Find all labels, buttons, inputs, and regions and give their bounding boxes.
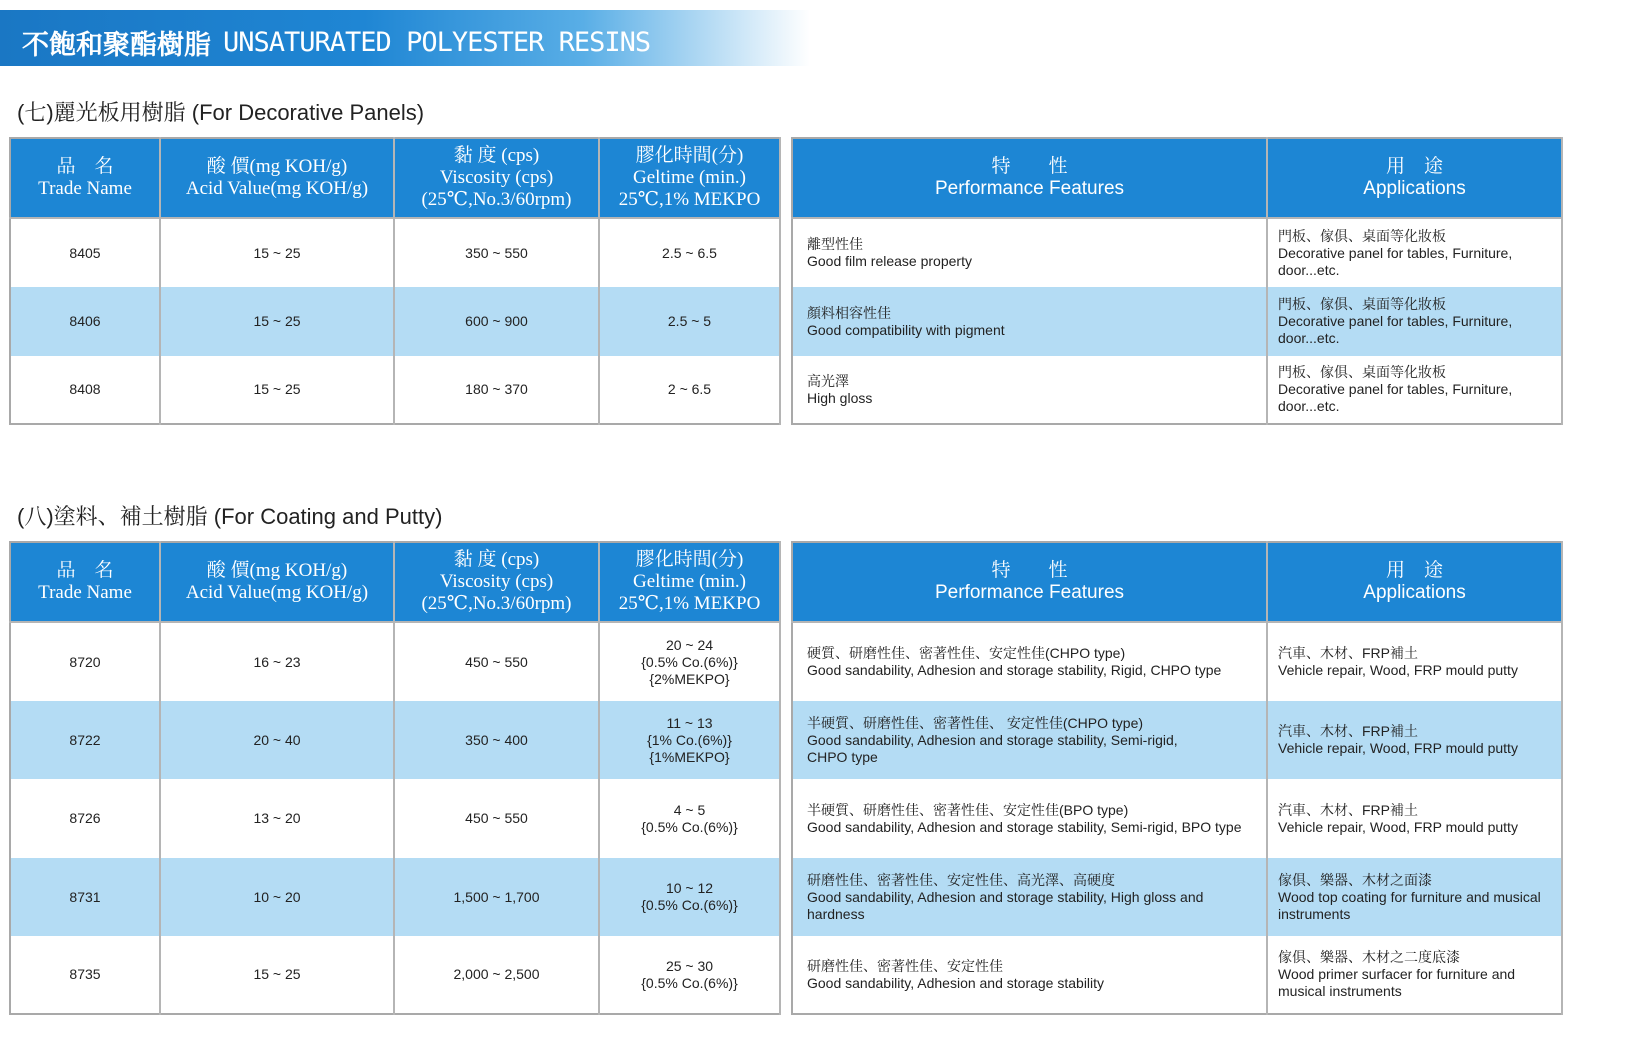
applications-cell-line: 傢俱、樂器、木材之二度底漆 — [1278, 949, 1460, 965]
header-performance-features: 特 性 Performance Features — [792, 138, 1267, 218]
geltime-cell-line: {0.5% Co.(6%)} — [641, 653, 738, 670]
applications-cell — [1267, 622, 1562, 701]
performance-cell — [792, 936, 1267, 1014]
performance-cell-line: Good sandability, Adhesion and storage stability, Semi-rigid, BPO type — [807, 818, 1242, 835]
acid-value-cell: 13 ~ 20 — [160, 779, 394, 858]
acid-value-cell: 20 ~ 40 — [160, 701, 394, 779]
applications-cell-line: Wood top coating for furniture and musical — [1278, 888, 1541, 905]
performance-cell-line: Good film release property — [807, 253, 972, 269]
performance-cell-line: CHPO type — [807, 748, 878, 765]
trade-name-cell: 8726 — [10, 779, 160, 858]
geltime-cell-line: 4 ~ 5 — [673, 801, 706, 818]
viscosity-cell: 2,000 ~ 2,500 — [394, 936, 599, 1014]
performance-cell — [792, 218, 1267, 287]
geltime-cell-line: 2 ~ 6.5 — [667, 381, 712, 397]
applications-cell — [1267, 701, 1562, 779]
header-trade-name: 品 名 Trade Name — [10, 542, 160, 622]
applications-cell — [1267, 779, 1562, 858]
performance-cell-line: Good sandability, Adhesion and storage stability — [807, 974, 1105, 991]
geltime-cell-line: {0.5% Co.(6%)} — [641, 974, 738, 991]
performance-cell-line: 離型性佳 — [807, 236, 863, 252]
table-row — [10, 936, 780, 1014]
geltime-cell-line: 20 ~ 24 — [665, 636, 714, 653]
acid-value-cell: 15 ~ 25 — [160, 287, 394, 356]
table-row — [792, 218, 1562, 287]
table-row — [792, 701, 1562, 779]
geltime-cell — [599, 287, 780, 356]
section-title-decorative-panels: (七)麗光板用樹脂 (For Decorative Panels) — [17, 100, 425, 125]
applications-cell-line: door...etc. — [1278, 330, 1340, 346]
table-row — [792, 287, 1562, 356]
applications-cell-line: Vehicle repair, Wood, FRP mould putty — [1278, 740, 1518, 756]
applications-cell-line: Decorative panel for tables, Furniture, — [1278, 381, 1513, 397]
header-applications: 用 途 Applications — [1267, 542, 1562, 622]
performance-cell-line: 研磨性佳、密著性佳、安定性佳、高光澤、高硬度 — [807, 871, 1115, 888]
trade-name-cell: 8720 — [10, 622, 160, 701]
performance-cell-line: Good sandability, Adhesion and storage stability, Semi-rigid, — [807, 731, 1178, 748]
applications-cell-line: Decorative panel for tables, Furniture, — [1278, 313, 1513, 329]
geltime-cell — [599, 356, 780, 424]
table-row — [792, 356, 1562, 424]
viscosity-cell: 350 ~ 400 — [394, 701, 599, 779]
performance-cell-line: 研磨性佳、密著性佳、安定性佳 — [807, 957, 1003, 974]
header-acid-value: 酸 價(mg KOH/g) Acid Value(mg KOH/g) — [160, 138, 394, 218]
table-row — [10, 218, 780, 287]
features-table-coating-putty — [791, 541, 1563, 1015]
performance-cell — [792, 701, 1267, 779]
table-row — [792, 779, 1562, 858]
acid-value-cell: 16 ~ 23 — [160, 622, 394, 701]
applications-cell-line: 門板、傢俱、桌面等化妝板 — [1278, 364, 1446, 380]
table-row — [10, 356, 780, 424]
applications-cell-line: musical instruments — [1278, 983, 1402, 999]
features-table-decorative-panels — [791, 137, 1563, 425]
geltime-cell — [599, 622, 780, 701]
performance-cell-line: 半硬質、研磨性佳、密著性佳、 安定性佳(CHPO type) — [807, 714, 1144, 731]
spec-table-decorative-panels — [9, 137, 781, 425]
banner-title-en: UNSATURATED POLYESTER RESINS — [223, 26, 651, 58]
geltime-cell — [599, 936, 780, 1014]
acid-value-cell: 15 ~ 25 — [160, 936, 394, 1014]
banner-title — [22, 22, 650, 62]
viscosity-cell: 450 ~ 550 — [394, 779, 599, 858]
applications-cell — [1267, 218, 1562, 287]
header-applications: 用 途 Applications — [1267, 138, 1562, 218]
applications-cell-line: 汽車、木材、FRP補土 — [1278, 801, 1418, 818]
performance-cell-line: Good sandability, Adhesion and storage stability, Rigid, CHPO type — [807, 662, 1222, 678]
performance-cell — [792, 287, 1267, 356]
geltime-cell-line: 25 ~ 30 — [665, 957, 714, 974]
performance-cell-line: 顏料相容性佳 — [807, 304, 891, 321]
spec-table-coating-putty — [9, 541, 781, 1015]
table-row — [10, 858, 780, 936]
applications-cell — [1267, 858, 1562, 936]
applications-cell-line: 汽車、木材、FRP補土 — [1278, 723, 1418, 739]
table-row — [10, 622, 780, 701]
table-row — [10, 779, 780, 858]
performance-cell — [792, 858, 1267, 936]
geltime-cell — [599, 779, 780, 858]
viscosity-cell: 1,500 ~ 1,700 — [394, 858, 599, 936]
header-geltime: 膠化時間(分) Geltime (min.) 25℃,1% MEKPO — [599, 138, 780, 218]
geltime-cell-line: {1% Co.(6%)} — [647, 731, 732, 748]
viscosity-cell: 350 ~ 550 — [394, 218, 599, 287]
trade-name-cell: 8735 — [10, 936, 160, 1014]
performance-cell-line: Good compatibility with pigment — [807, 321, 1005, 338]
applications-cell-line: 門板、傢俱、桌面等化妝板 — [1278, 296, 1446, 312]
performance-cell-line: 半硬質、研磨性佳、密著性佳、安定性佳(BPO type) — [807, 801, 1129, 818]
geltime-cell-line: 10 ~ 12 — [665, 880, 714, 896]
header-viscosity: 黏 度 (cps) Viscosity (cps) (25℃,No.3/60rpm) — [394, 138, 599, 218]
header-viscosity: 黏 度 (cps) Viscosity (cps) (25℃,No.3/60rpm) — [394, 542, 599, 622]
banner-title-zh: 不飽和聚酯樹脂 — [22, 29, 211, 61]
performance-cell-line: 高光澤 — [807, 372, 849, 389]
geltime-cell-line: 2.5 ~ 6.5 — [662, 244, 717, 261]
geltime-cell-line: {2%MEKPO} — [649, 670, 730, 687]
header-trade-name: 品 名 Trade Name — [10, 138, 160, 218]
performance-cell — [792, 779, 1267, 858]
applications-cell-line: door...etc. — [1278, 261, 1340, 278]
applications-cell — [1267, 287, 1562, 356]
applications-cell-line: instruments — [1278, 905, 1351, 922]
applications-cell-line: 傢俱、樂器、木材之面漆 — [1278, 871, 1432, 888]
acid-value-cell: 15 ~ 25 — [160, 218, 394, 287]
table-row — [10, 287, 780, 356]
performance-cell-line: 硬質、研磨性佳、密著性佳、安定性佳(CHPO type) — [807, 645, 1126, 661]
geltime-cell-line: {1%MEKPO} — [649, 748, 730, 765]
geltime-cell — [599, 701, 780, 779]
viscosity-cell: 450 ~ 550 — [394, 622, 599, 701]
applications-cell — [1267, 936, 1562, 1014]
applications-cell-line: Vehicle repair, Wood, FRP mould putty — [1278, 818, 1518, 835]
viscosity-cell: 180 ~ 370 — [394, 356, 599, 424]
table-row — [792, 858, 1562, 936]
applications-cell-line: door...etc. — [1278, 398, 1340, 414]
applications-cell — [1267, 356, 1562, 424]
header-acid-value: 酸 價(mg KOH/g) Acid Value(mg KOH/g) — [160, 542, 394, 622]
applications-cell-line: 門板、傢俱、桌面等化妝板 — [1278, 227, 1446, 244]
performance-cell-line: High gloss — [807, 389, 873, 406]
table-row — [10, 701, 780, 779]
header-geltime: 膠化時間(分) Geltime (min.) 25℃,1% MEKPO — [599, 542, 780, 622]
geltime-cell — [599, 858, 780, 936]
trade-name-cell: 8405 — [10, 218, 160, 287]
geltime-cell-line: 2.5 ~ 5 — [667, 313, 712, 329]
table-row — [792, 622, 1562, 701]
geltime-cell-line: 11 ~ 13 — [666, 714, 713, 731]
trade-name-cell: 8722 — [10, 701, 160, 779]
applications-cell-line: Wood primer surfacer for furniture and — [1278, 966, 1516, 982]
performance-cell — [792, 356, 1267, 424]
trade-name-cell: 8408 — [10, 356, 160, 424]
header-performance-features: 特 性 Performance Features — [792, 542, 1267, 622]
applications-cell-line: Decorative panel for tables, Furniture, — [1278, 244, 1513, 261]
table-row — [792, 936, 1562, 1014]
viscosity-cell: 600 ~ 900 — [394, 287, 599, 356]
geltime-cell-line: {0.5% Co.(6%)} — [641, 897, 738, 913]
geltime-cell — [599, 218, 780, 287]
applications-cell-line: Vehicle repair, Wood, FRP mould putty — [1278, 662, 1518, 678]
section-title-coating-putty: (八)塗料、補土樹脂 (For Coating and Putty) — [17, 504, 443, 529]
geltime-cell-line: {0.5% Co.(6%)} — [641, 818, 738, 835]
trade-name-cell: 8731 — [10, 858, 160, 936]
performance-cell-line: Good sandability, Adhesion and storage stability, High gloss and hardness — [807, 888, 1204, 922]
performance-cell — [792, 622, 1267, 701]
applications-cell-line: 汽車、木材、FRP補土 — [1278, 645, 1418, 661]
trade-name-cell: 8406 — [10, 287, 160, 356]
acid-value-cell: 10 ~ 20 — [160, 858, 394, 936]
acid-value-cell: 15 ~ 25 — [160, 356, 394, 424]
